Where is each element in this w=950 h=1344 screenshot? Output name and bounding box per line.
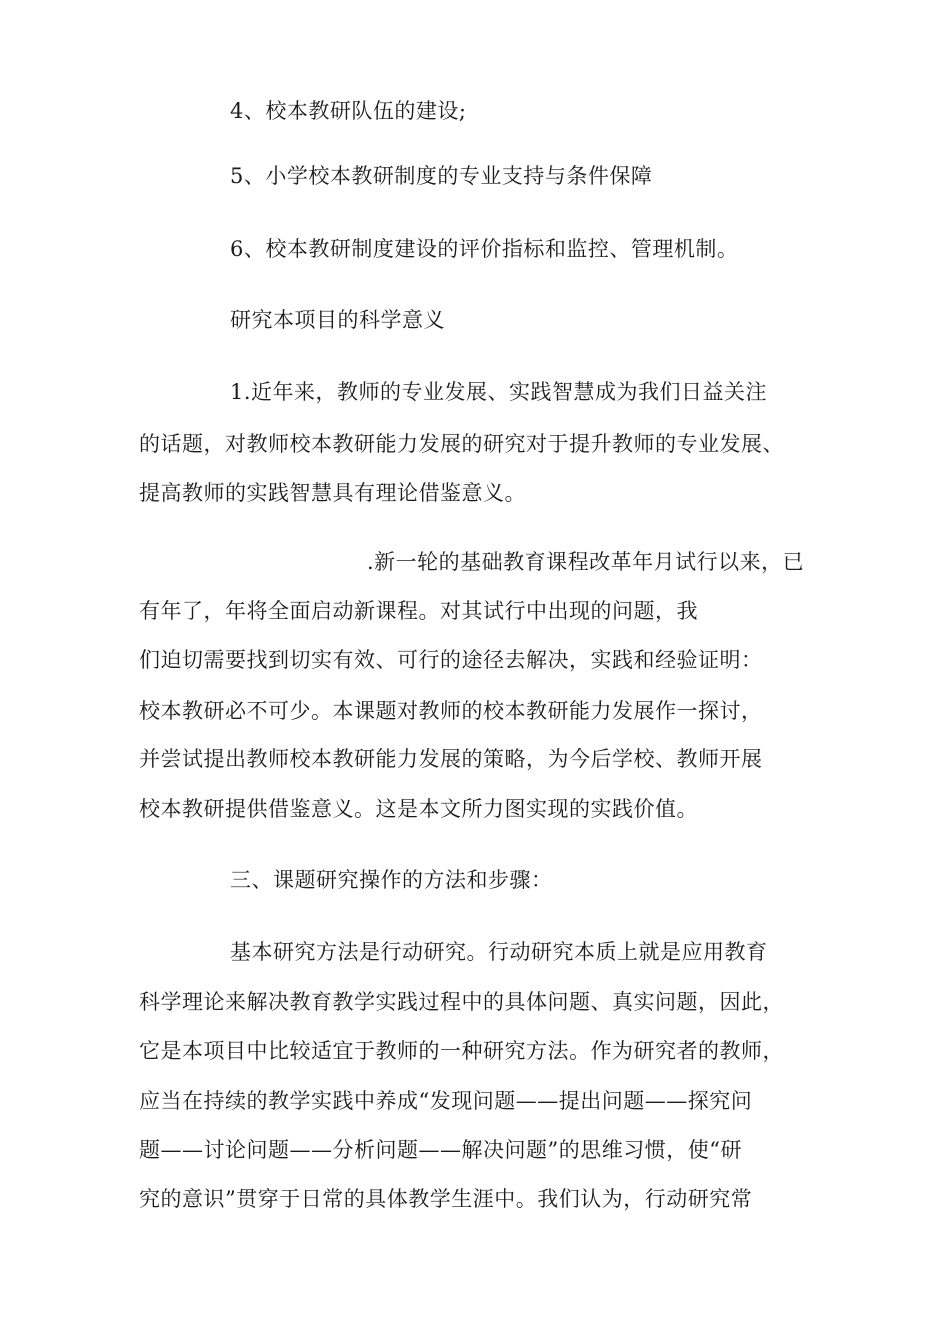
list-item-6: 6、校本教研制度建设的评价指标和监控、管理机制。 <box>230 237 739 261</box>
paragraph-line: 它是本项目中比较适宜于教师的一种研究方法。作为研究者的教师， <box>139 1039 784 1063</box>
paragraph-line: 究的意识”贯穿于日常的具体教学生涯中。我们认为，行动研究常 <box>139 1187 753 1211</box>
paragraph-line: 1.近年来，教师的专业发展、实践智慧成为我们日益关注 <box>230 380 768 404</box>
list-item-5: 5、小学校本教研制度的专业支持与条件保障 <box>230 164 653 188</box>
paragraph-line: 科学理论来解决教育教学实践过程中的具体问题、真实问题，因此， <box>139 990 784 1014</box>
chapter-heading: 三、课题研究操作的方法和步骤： <box>230 868 553 892</box>
paragraph-line: 提高教师的实践智慧具有理论借鉴意义。 <box>139 481 526 505</box>
paragraph-line: 校本教研提供借鉴意义。这是本文所力图实现的实践价值。 <box>139 797 698 821</box>
paragraph-line: 基本研究方法是行动研究。行动研究本质上就是应用教育 <box>230 940 768 964</box>
paragraph-line: 题——讨论问题——分析问题——解决问题”的思维习惯，使“研 <box>139 1138 742 1162</box>
list-item-4: 4、校本教研队伍的建设; <box>230 99 467 123</box>
section-heading: 研究本项目的科学意义 <box>230 308 445 332</box>
paragraph-line: 应当在持续的教学实践中养成“发现问题——提出问题——探究问 <box>139 1089 753 1113</box>
paragraph-line: .新一轮的基础教育课程改革年月试行以来，已 <box>367 550 805 574</box>
paragraph-line: 校本教研必不可少。本课题对教师的校本教研能力发展作一探讨， <box>139 699 763 723</box>
paragraph-line: 有年了，年将全面启动新课程。对其试行中出现的问题，我 <box>139 599 698 623</box>
paragraph-line: 的话题，对教师校本教研能力发展的研究对于提升教师的专业发展、 <box>139 432 784 456</box>
paragraph-line: 们迫切需要找到切实有效、可行的途径去解决，实践和经验证明： <box>139 648 763 672</box>
paragraph-line: 并尝试提出教师校本教研能力发展的策略，为今后学校、教师开展 <box>139 747 763 771</box>
